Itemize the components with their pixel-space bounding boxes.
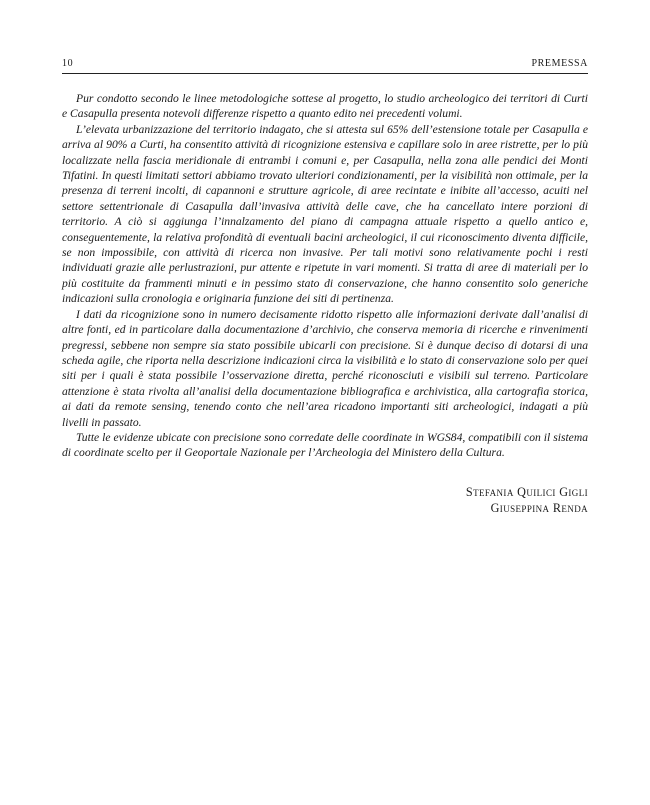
author-name: Stefania Quilici Gigli bbox=[465, 485, 588, 499]
paragraph: Tutte le evidenze ubicate con precisione sono corredate delle coordinate in WGS84, compatibili con il sistema di coordinate scelto per il Geoportale Nazionale per l’Archeologia del Ministero della Cultura. bbox=[62, 430, 588, 460]
paragraph: Pur condotto secondo le linee metodologiche sottese al progetto, lo studio archeologico dei territori di Curti e Casapulla presenta notevoli differenze rispetto a quanto edito nei precedenti volumi. bbox=[62, 92, 588, 121]
running-header bbox=[62, 58, 588, 72]
paragraph: I dati da ricognizione sono in numero decisamente ridotto rispetto alle informazioni derivate dall’analisi di altre fonti, ed in particolare dalla documentazione d’archivio, che conserva memoria di ricerche e rinvenimenti pregressi, sebbene non sempre sia stato possibile ubicarli con precisione. Si è dunque deciso di dotarsi di una scheda agile, che riporta nella descrizione indicazioni circa la visibilità e lo stato di conservazione solo per quei siti per i quali è stata possibile l’osservazione diretta, perché riconosciuti e visibili sul terreno. Particolare attenzione è stata rivolta all’analisi della documentazione bibliografica e archivistica, alla cartografia storica, ai dati da remote sensing, tenendo conto che nell’area ricadono importanti siti archeologici, indagati a più livelli in passato. bbox=[62, 307, 588, 429]
body-text bbox=[62, 91, 588, 461]
section-title: PREMESSA bbox=[531, 58, 588, 69]
author-signatures bbox=[466, 484, 588, 516]
header-divider bbox=[62, 73, 588, 74]
page-number: 10 bbox=[62, 58, 74, 69]
paragraph: L’elevata urbanizzazione del territorio indagato, che si attesta sul 65% dell’estensione totale per Casapulla e arriva al 90% a Curti, ha consentito attività di ricognizione estensiva e capillare solo in aree ristrette, per lo più localizzate nella fascia meridionale di entrambi i comuni e, per Casapulla, nella zona alle pendici dei Monti Tifatini. In questi limitati settori abbiamo trovato ulteriori condizionamenti, per la visibilità non ottimale, per la presenza di terreni incolti, di capannoni e strutture agricole, di aree recintate e inibite all’accesso, acuiti nel settore settentrionale di Casapulla dall’invasiva attività delle cave, che ha cancellato intere porzioni di territorio. A ciò si aggiunga l’innalzamento del piano di campagna attuale rispetto a quello antico e, conseguentemente, la relativa profondità di eventuali bacini archeologici, il cui riconoscimento diventa difficile, se non impossibile, con attività di ricerca non invasive. Per tali motivi sono relativamente pochi i resti individuati grazie alle perlustrazioni, pur attente e ripetute in vari momenti. Si tratta di aree di materiali per lo più costituite da frammenti minuti e in pessimo stato di conservazione, che hanno consentito solo generiche indicazioni sulla cronologia e originaria funzione dei siti di pertinenza. bbox=[62, 122, 588, 306]
author-name: Giuseppina Renda bbox=[490, 501, 588, 515]
